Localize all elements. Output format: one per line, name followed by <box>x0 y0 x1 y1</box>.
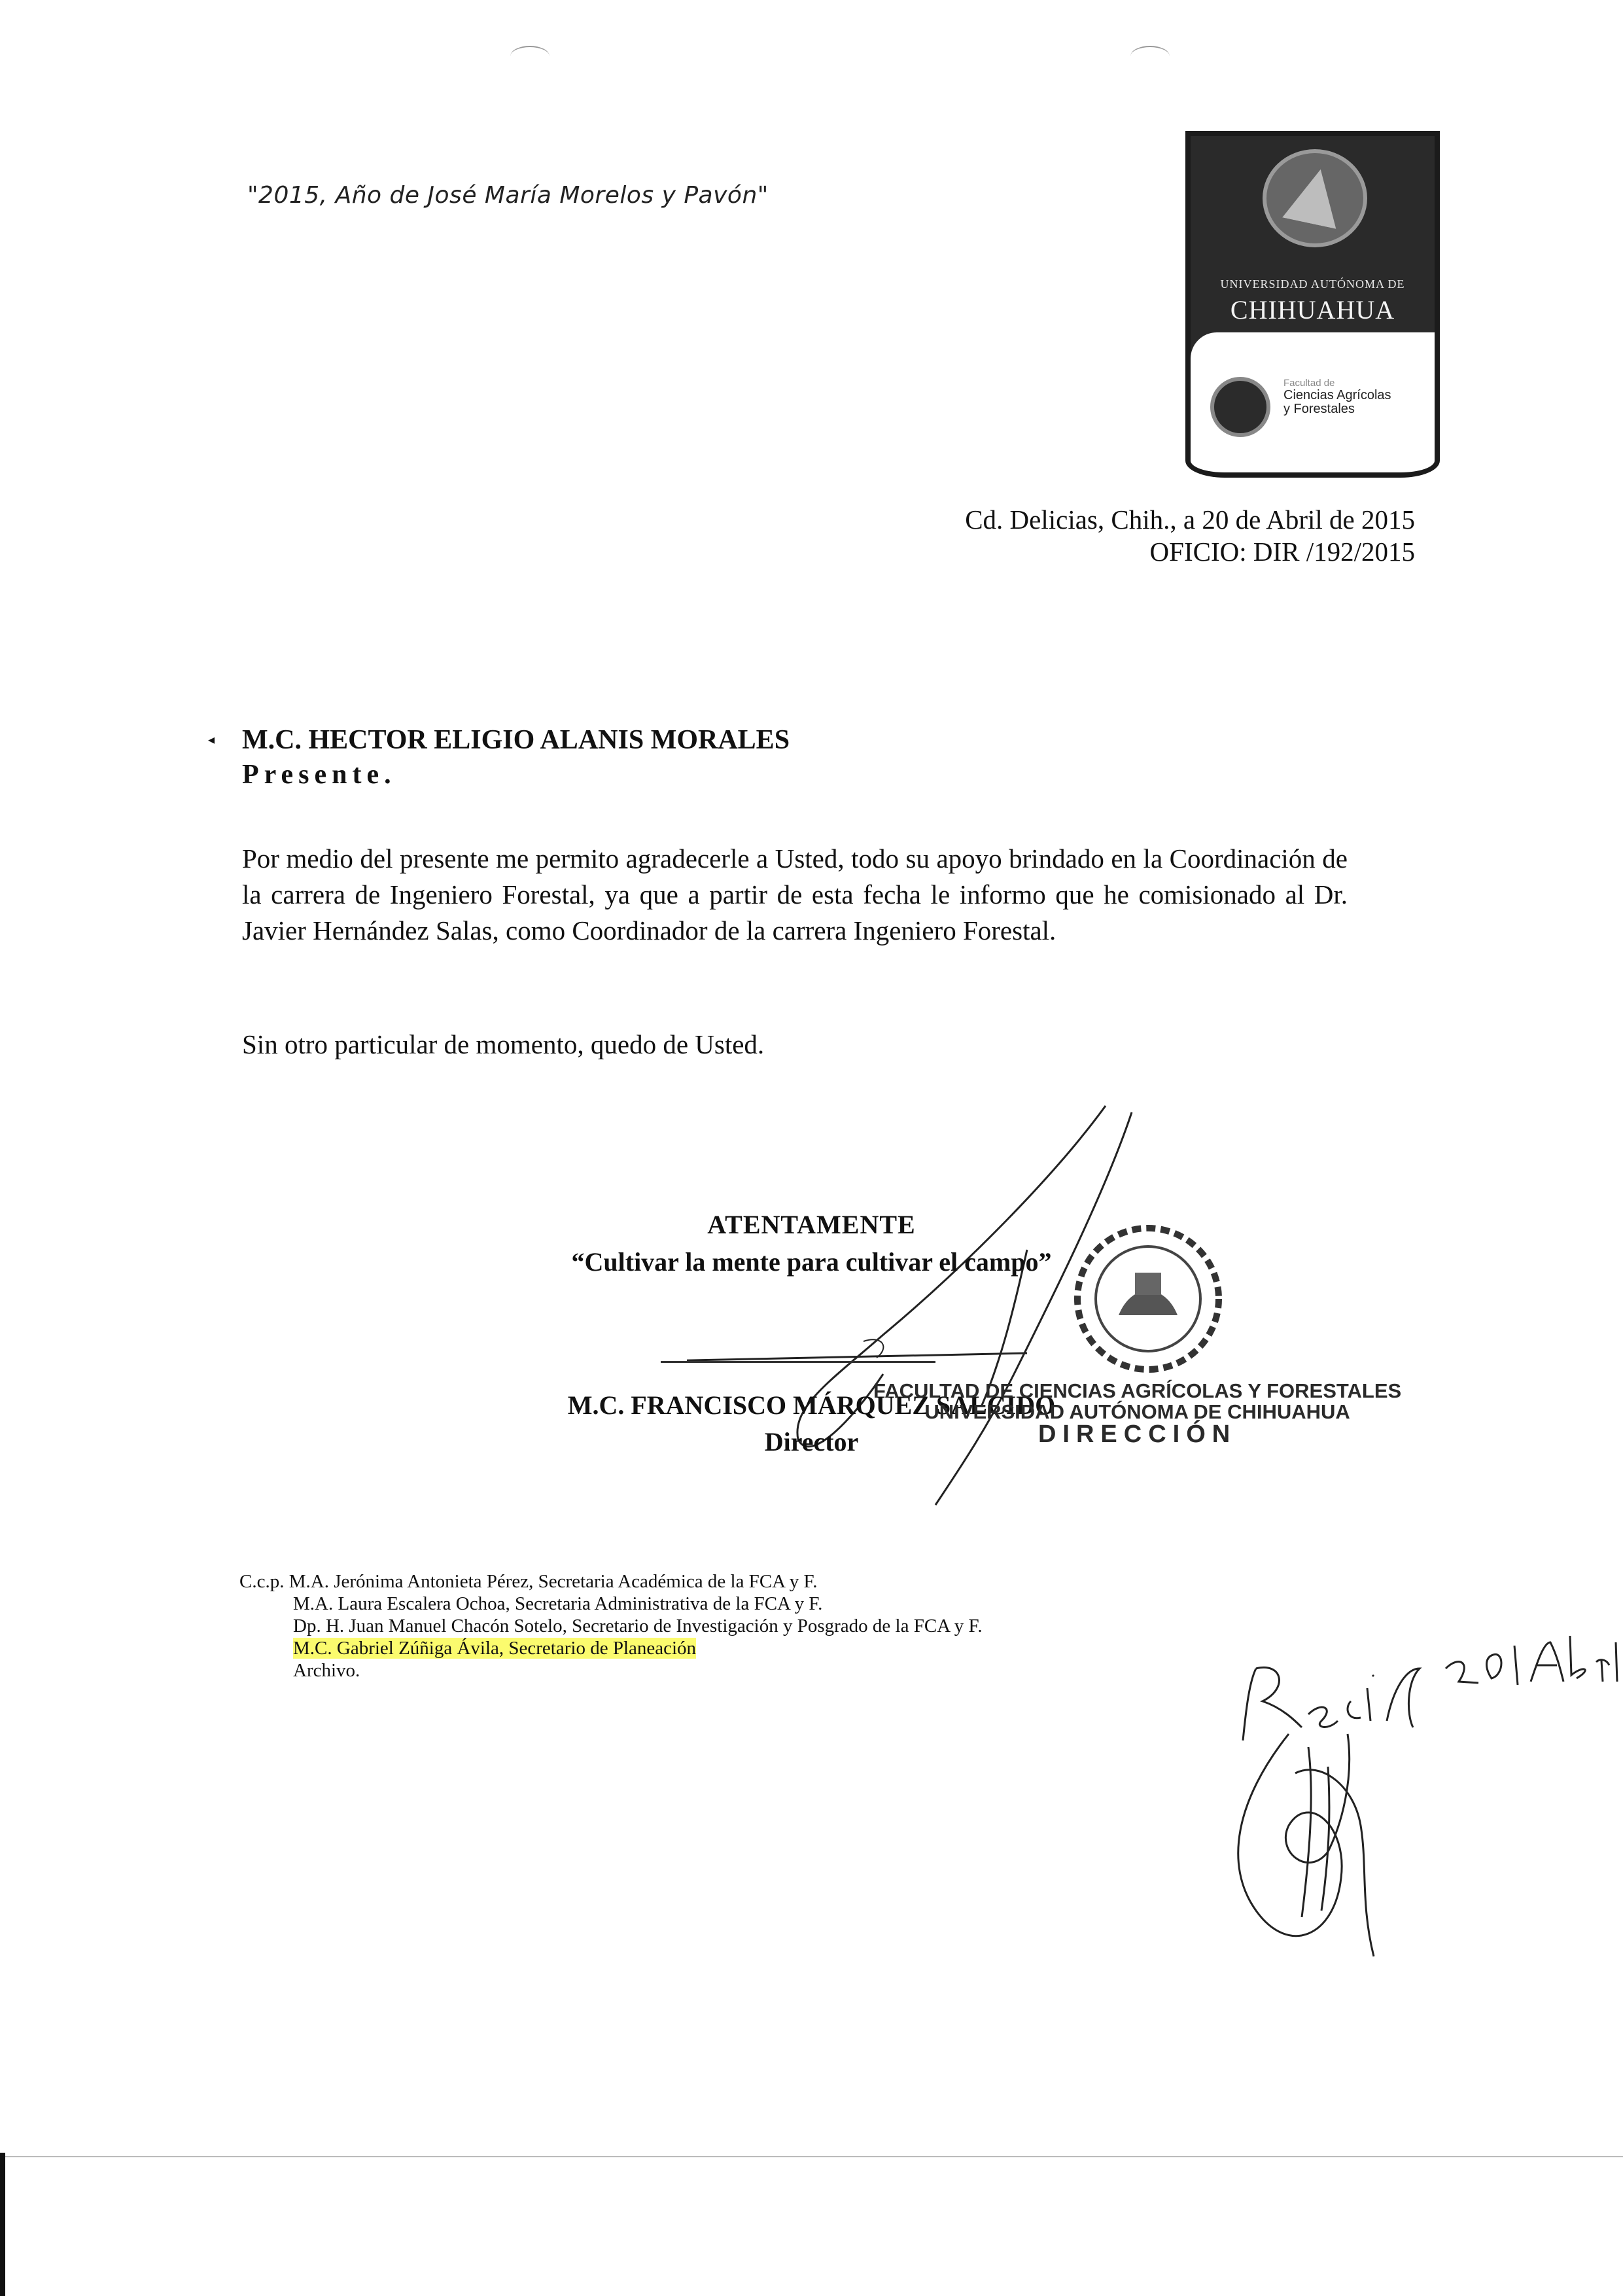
closing-line: Sin otro particular de momento, quedo de Usted. <box>242 1029 765 1059</box>
ccp-archivo: Archivo. <box>293 1660 360 1681</box>
official-seal <box>1073 1224 1223 1374</box>
logo-faculty-panel <box>1191 332 1435 472</box>
year-motto: "2015, Año de José María Morelos y Pavón" <box>247 182 769 209</box>
stamp-line1: FACULTAD DE CIENCIAS AGRÍCOLAS Y FORESTALES <box>873 1379 1402 1402</box>
ccp-recipient: M.A. Laura Escalera Ochoa, Secretaria Administrativa de la FCA y F. <box>293 1593 823 1614</box>
faculty-line2: y Forestales <box>1283 401 1355 416</box>
faculty-line1: Ciencias Agrícolas <box>1283 387 1391 402</box>
ccp-recipient: M.A. Jerónima Antonieta Pérez, Secretaria Académica de la FCA y F. <box>288 1571 818 1592</box>
faculty-name <box>1283 378 1391 416</box>
logo-university-small: UNIVERSIDAD AUTÓNOMA DE <box>1220 277 1405 291</box>
institution-lema: “Cultivar la mente para cultivar el campo” <box>571 1247 1052 1277</box>
scan-mark <box>510 46 550 67</box>
received-handwritten-note <box>1210 1629 1623 1996</box>
scan-edge-bar <box>0 2153 5 2296</box>
university-logo <box>1185 131 1440 478</box>
ccp-recipient-highlighted: M.C. Gabriel Zúñiga Ávila, Secretario de Planeación <box>293 1638 697 1659</box>
faculty-seal-icon <box>1210 377 1270 437</box>
margin-mark: ◂ <box>208 733 215 747</box>
place-date: Cd. Delicias, Chih., a 20 de Abril de 2015 <box>965 504 1415 535</box>
addressee-name: M.C. HECTOR ELIGIO ALANIS MORALES <box>242 725 790 755</box>
stamp-line3: DIRECCIÓN <box>1038 1421 1237 1449</box>
signer-name: M.C. FRANCISCO MÁRQUEZ SALCIDO <box>567 1390 1056 1420</box>
university-emblem-icon <box>1263 149 1367 247</box>
direction-stamp <box>873 1381 1401 1447</box>
body-paragraph: Por medio del presente me permito agradecerle a Usted, todo su apoyo brindado en la Coordinación de la carrera de Ingeniero Forestal, ya que a partir de esta fecha le informo que he comisionado al Dr. Javier Hernández Salas, como Coordinador de la carrera Ingeniero Forestal. <box>242 843 1348 945</box>
stamp-line2: UNIVERSIDAD AUTÓNOMA DE CHIHUAHUA <box>924 1400 1350 1423</box>
addressee-presente: Presente. <box>242 760 396 790</box>
logo-university-name: CHIHUAHUA <box>1230 295 1395 325</box>
faculty-small: Facultad de <box>1283 378 1335 389</box>
signature-line <box>661 1361 935 1363</box>
signer-role: Director <box>764 1427 859 1457</box>
carbon-copy-list <box>239 1570 983 1682</box>
scan-mark <box>1130 46 1170 67</box>
ccp-recipient <box>239 1637 983 1659</box>
oficio-number: OFICIO: DIR /192/2015 <box>1149 537 1415 567</box>
atentamente: ATENTAMENTE <box>707 1210 916 1239</box>
ccp-prefix: C.c.p. <box>239 1571 285 1592</box>
ccp-line <box>239 1570 983 1593</box>
date-block <box>965 504 1415 568</box>
ccp-recipient: Dp. H. Juan Manuel Chacón Sotelo, Secretario de Investigación y Posgrado de la FCA y F. <box>293 1616 983 1636</box>
scan-border-line <box>0 2156 1623 2157</box>
